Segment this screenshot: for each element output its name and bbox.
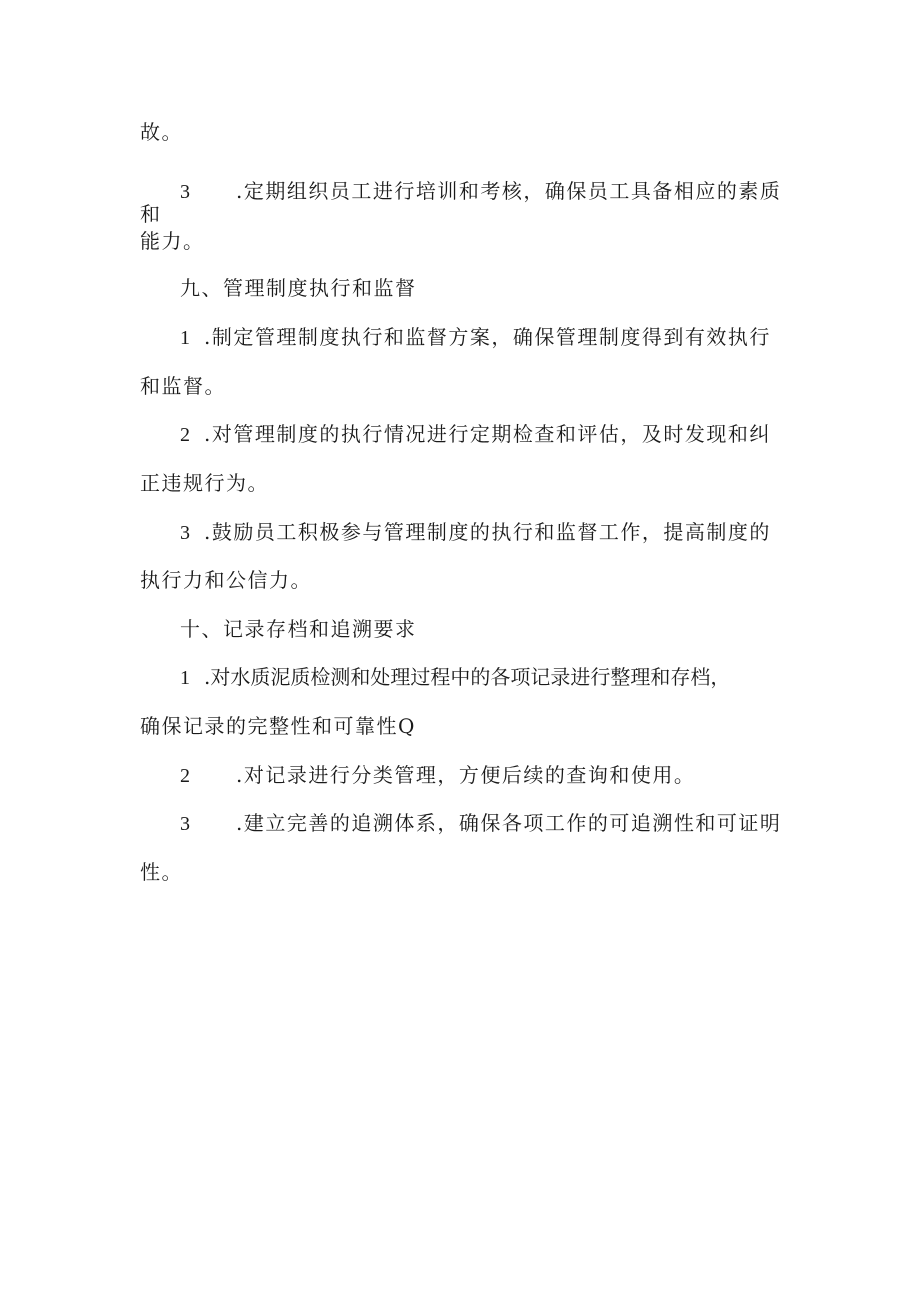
- item-number: 2: [180, 424, 192, 446]
- text-line: [140, 372, 226, 400]
- item-number: 2: [180, 765, 192, 787]
- item-number: 1: [180, 667, 192, 689]
- item-text: .对管理制度的执行情况进行定期检查和评估，及时发现和纠: [204, 422, 771, 446]
- line-text: 性。: [140, 860, 183, 884]
- item-text: .定期组织员工进行培训和考核，确保员工具备相应的素质: [236, 179, 782, 203]
- line-text: 正违规行为。: [140, 471, 269, 495]
- item-number: 3: [180, 181, 192, 203]
- item-text: .鼓励员工积极参与管理制度的执行和监督工作，提高制度的: [204, 520, 771, 544]
- item-number: 3: [180, 522, 192, 544]
- item-text: .建立完善的追溯体系，确保各项工作的可追溯性和可证明: [236, 811, 782, 835]
- item-number: 1: [180, 327, 192, 349]
- text-line: [140, 712, 416, 740]
- list-item: [180, 518, 771, 547]
- text-line: [140, 118, 183, 146]
- item-number: 3: [180, 813, 192, 835]
- text-line: [140, 858, 183, 886]
- line-text: 和: [140, 202, 162, 226]
- text-line: [140, 227, 205, 255]
- list-item: [180, 663, 730, 692]
- text-line: [140, 469, 269, 497]
- text-line: [140, 566, 312, 594]
- list-item: [180, 177, 781, 206]
- text-line: [140, 200, 162, 228]
- line-text: 确保记录的完整性和可靠性Q: [140, 714, 416, 738]
- section-heading: [180, 615, 417, 643]
- list-item: [180, 761, 695, 790]
- section-heading: [180, 274, 417, 302]
- item-text: .对水质泥质检测和处理过程中的各项记录进行整理和存档，: [204, 665, 731, 689]
- line-text: 执行力和公信力。: [140, 568, 312, 592]
- list-item: [180, 809, 781, 838]
- line-text: 故。: [140, 120, 183, 144]
- section-heading-text: 九、管理制度执行和监督: [180, 276, 417, 300]
- list-item: [180, 323, 771, 352]
- item-text: .制定管理制度执行和监督方案，确保管理制度得到有效执行: [204, 325, 771, 349]
- item-text: .对记录进行分类管理，方便后续的查询和使用。: [236, 763, 696, 787]
- section-heading-text: 十、记录存档和追溯要求: [180, 617, 417, 641]
- line-text: 和监督。: [140, 374, 226, 398]
- line-text: 能力。: [140, 229, 205, 253]
- list-item: [180, 420, 771, 449]
